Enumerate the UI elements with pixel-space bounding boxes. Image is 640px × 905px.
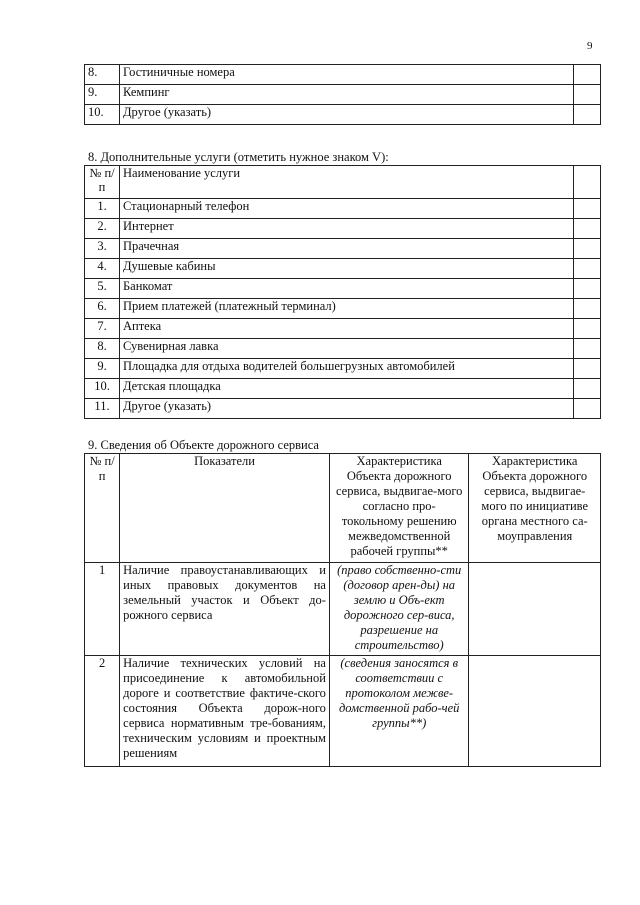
row-name: Интернет xyxy=(120,219,574,239)
row-name: Другое (указать) xyxy=(120,399,574,419)
row-working-group-value[interactable]: (сведения заносятся в соответствии с протоколом межве-домственной рабо-чей группы**) xyxy=(329,656,469,767)
table-row xyxy=(85,259,601,279)
accommodation-table xyxy=(84,64,601,125)
header-num: № п/п xyxy=(85,166,120,199)
road-service-info-table xyxy=(84,453,601,767)
checkbox-cell[interactable] xyxy=(574,339,601,359)
row-working-group-value[interactable]: (право собственно-сти (договор арен-ды) на землю и Объ-ект дорожного сер-виса, разрешение на строительство) xyxy=(329,563,469,656)
row-number: 6. xyxy=(85,299,120,319)
row-number: 3. xyxy=(85,239,120,259)
row-number: 1. xyxy=(85,199,120,219)
row-name: Сувенирная лавка xyxy=(120,339,574,359)
checkbox-cell[interactable] xyxy=(574,199,601,219)
table-header-row xyxy=(85,454,601,563)
table-row xyxy=(85,279,601,299)
checkbox-cell[interactable] xyxy=(574,399,601,419)
row-local-government-value[interactable] xyxy=(469,563,601,656)
header-num: № п/п xyxy=(85,454,120,563)
table-row xyxy=(85,319,601,339)
table-row xyxy=(85,379,601,399)
row-number: 10. xyxy=(85,105,120,125)
checkbox-cell[interactable] xyxy=(574,279,601,299)
table-row xyxy=(85,199,601,219)
row-number: 11. xyxy=(85,399,120,419)
checkbox-cell[interactable] xyxy=(574,259,601,279)
header-indicators: Показатели xyxy=(120,454,330,563)
table-row xyxy=(85,563,601,656)
checkbox-cell[interactable] xyxy=(574,379,601,399)
row-local-government-value[interactable] xyxy=(469,656,601,767)
header-check-cell xyxy=(574,166,601,199)
checkbox-cell[interactable] xyxy=(574,105,601,125)
section-8-title: 8. Дополнительные услуги (отметить нужное знаком V): xyxy=(88,150,389,164)
header-local-government-characteristic: Характеристика Объекта дорожного сервиса, выдвигае-мого по инициативе органа местного са-моуправления xyxy=(469,454,601,563)
table-row xyxy=(85,339,601,359)
row-number: 2. xyxy=(85,219,120,239)
table-row xyxy=(85,105,601,125)
row-name: Прием платежей (платежный терминал) xyxy=(120,299,574,319)
page-number: 9 xyxy=(587,40,593,52)
row-name: Детская площадка xyxy=(120,379,574,399)
row-number: 5. xyxy=(85,279,120,299)
row-name: Прачечная xyxy=(120,239,574,259)
table-row xyxy=(85,219,601,239)
row-number: 7. xyxy=(85,319,120,339)
table-row xyxy=(85,85,601,105)
header-service-name: Наименование услуги xyxy=(120,166,574,199)
checkbox-cell[interactable] xyxy=(574,299,601,319)
checkbox-cell[interactable] xyxy=(574,359,601,379)
table-row xyxy=(85,359,601,379)
row-name: Площадка для отдыха водителей большегрузных автомобилей xyxy=(120,359,574,379)
table-row xyxy=(85,299,601,319)
row-number: 9. xyxy=(85,359,120,379)
row-name: Аптека xyxy=(120,319,574,339)
header-working-group-characteristic: Характеристика Объекта дорожного сервиса, выдвигае-мого согласно про-токольному решению межведомственной рабочей группы** xyxy=(329,454,469,563)
row-name: Банкомат xyxy=(120,279,574,299)
table-row xyxy=(85,239,601,259)
row-indicator: Наличие технических условий на присоединение к автомобильной дороге и соответствие фактиче-ского состояния Объекта дорож-ного сервиса нормативным тре-бованиям, техническим условиям и проектным решениям xyxy=(120,656,330,767)
row-number: 2 xyxy=(85,656,120,767)
table-row xyxy=(85,65,601,85)
row-number: 4. xyxy=(85,259,120,279)
checkbox-cell[interactable] xyxy=(574,219,601,239)
row-number: 8. xyxy=(85,65,120,85)
row-name: Другое (указать) xyxy=(120,105,574,125)
checkbox-cell[interactable] xyxy=(574,85,601,105)
section-9-title: 9. Сведения об Объекте дорожного сервиса xyxy=(88,438,319,452)
table-header-row xyxy=(85,166,601,199)
row-number: 1 xyxy=(85,563,120,656)
row-name: Гостиничные номера xyxy=(120,65,574,85)
row-name: Стационарный телефон xyxy=(120,199,574,219)
checkbox-cell[interactable] xyxy=(574,65,601,85)
table-row xyxy=(85,656,601,767)
checkbox-cell[interactable] xyxy=(574,319,601,339)
additional-services-table xyxy=(84,165,601,419)
row-indicator: Наличие правоустанавливающих и иных правовых документов на земельный участок и Объект до-рожного сервиса xyxy=(120,563,330,656)
row-name: Душевые кабины xyxy=(120,259,574,279)
row-name: Кемпинг xyxy=(120,85,574,105)
row-number: 10. xyxy=(85,379,120,399)
row-number: 9. xyxy=(85,85,120,105)
row-number: 8. xyxy=(85,339,120,359)
checkbox-cell[interactable] xyxy=(574,239,601,259)
table-row xyxy=(85,399,601,419)
